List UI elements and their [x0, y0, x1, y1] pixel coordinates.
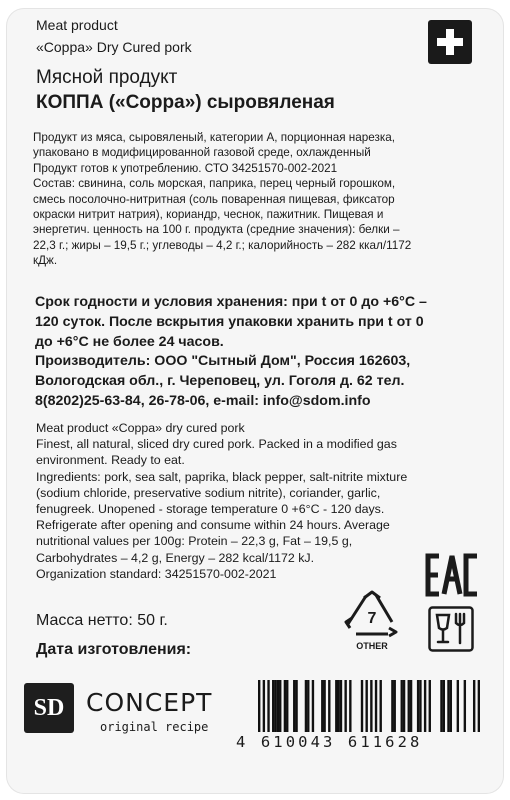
barcode-bar	[410, 680, 412, 732]
barcode-bar	[429, 680, 431, 732]
barcode-bar	[344, 680, 346, 732]
barcode-bar	[450, 680, 452, 732]
ru-description-line: смесь посолочно-нитритная (соль поваренная пищевая, фиксатор	[33, 192, 395, 206]
ru-description-line: Состав: свинина, соль морская, паприка, перец черный горошком,	[33, 177, 396, 191]
producer-line: Производитель: ООО "Сытный Дом", Россия 162603,	[35, 353, 411, 369]
ru-subtitle: КОППА («Coppa») сыровяленая	[36, 92, 335, 113]
en-description-line: nutritional values per 100g: Protein – 22,3 g, Fat – 19,5 g,	[36, 534, 353, 549]
ru-description-line: кДж.	[33, 254, 58, 268]
barcode-bar	[307, 680, 309, 732]
en-title: Meat product	[36, 17, 118, 33]
barcode-bar	[340, 680, 342, 732]
en-description-line: Refrigerate after opening and consume within 24 hours. Average	[36, 518, 390, 533]
storage-line: до +6°С не более 24 часов.	[35, 334, 224, 350]
barcode-bar	[274, 680, 276, 732]
barcode-bar	[263, 680, 265, 732]
ru-title: Мясной продукт	[36, 67, 178, 88]
barcode-bar	[293, 680, 295, 732]
recycle-7-other-icon	[340, 588, 404, 652]
barcode-bar	[403, 680, 405, 732]
barcode-bar	[335, 680, 337, 732]
eac-mark-icon	[424, 552, 480, 598]
en-description-line: (sodium chloride, preservative sodium nitrite), coriander, garlic,	[36, 485, 381, 500]
ru-description	[33, 130, 411, 269]
en-description-line: Carbohydrates – 4,2 g, Energy – 282 kcal/1172 kJ.	[36, 550, 315, 565]
barcode-bar	[321, 680, 323, 732]
brand-tagline: original recipe	[100, 720, 209, 734]
producer-line: Вологодская обл., г. Череповец, ул. Гоголя д. 62 тел.	[35, 373, 405, 389]
barcode-bar	[272, 680, 274, 732]
barcode-bar	[401, 680, 403, 732]
barcode-bar	[286, 680, 288, 732]
barcode	[258, 680, 480, 732]
brand-monogram-logo: SD	[24, 683, 74, 733]
barcode-bar	[457, 680, 459, 732]
storage-line: Срок годности и условия хранения: при t от 0 до +6°С –	[35, 294, 427, 310]
barcode-bar	[365, 680, 367, 732]
en-description-line: environment. Ready to eat.	[36, 453, 185, 468]
production-date-label: Дата изготовления:	[36, 641, 192, 658]
food-safe-glass-fork-icon	[428, 606, 474, 652]
barcode-bar	[323, 680, 325, 732]
barcode-digits: 4 610043 611628	[236, 733, 423, 751]
barcode-bar	[443, 680, 445, 732]
barcode-bar	[361, 680, 363, 732]
barcode-bar	[375, 680, 377, 732]
barcode-bar	[408, 680, 410, 732]
barcode-bar	[394, 680, 396, 732]
producer-info	[35, 351, 410, 411]
barcode-bar	[447, 680, 449, 732]
ru-description-line: Продукт готов к употреблению. СТО 34251570-002-2021	[33, 161, 338, 175]
recycle-label: OTHER	[356, 641, 388, 651]
net-mass: Масса нетто: 50 г.	[36, 612, 168, 629]
white-cross-badge-icon	[428, 20, 472, 64]
barcode-bar	[424, 680, 426, 732]
barcode-bar	[284, 680, 286, 732]
producer-line: 8(8202)25-63-84, 26-78-06, e-mail: info@sdom.info	[35, 393, 371, 409]
barcode-bar	[440, 680, 442, 732]
barcode-bar	[312, 680, 314, 732]
barcode-bar	[417, 680, 419, 732]
barcode-bar	[349, 680, 351, 732]
en-subtitle: «Coppa» Dry Cured pork	[36, 39, 192, 55]
ru-description-line: окраски нитрит натрия), кориандр, чеснок, пажитник. Пищевая и	[33, 208, 384, 222]
en-description	[36, 420, 407, 582]
ru-description-line: упаковано в модифицированной газовой среде, охлажденный	[33, 146, 371, 160]
ru-description-line: Продукт из мяса, сыровяленый, категории А, порционная нарезка,	[33, 131, 395, 144]
en-description-line: Finest, all natural, sliced dry cured pork. Packed in a modified gas	[36, 437, 397, 452]
storage-conditions	[35, 292, 427, 352]
barcode-bar	[478, 680, 480, 732]
recycle-number: 7	[367, 610, 377, 627]
brand-name: CONCEPT	[86, 688, 213, 717]
barcode-bar	[295, 680, 297, 732]
en-description-line: Ingredients: pork, sea salt, paprika, black pepper, salt-nitrite mixture	[36, 469, 408, 484]
barcode-bar	[258, 680, 260, 732]
barcode-bar	[279, 680, 281, 732]
barcode-bar	[328, 680, 330, 732]
barcode-bar	[370, 680, 372, 732]
barcode-bar	[267, 680, 269, 732]
barcode-bar	[473, 680, 475, 732]
en-description-line: Organization standard: 34251570-002-2021	[36, 566, 277, 581]
barcode-bar	[464, 680, 466, 732]
barcode-bar	[380, 680, 382, 732]
barcode-bar	[419, 680, 421, 732]
ru-description-line: 22,3 г.; жиры – 19,5 г.; углеводы – 4,2 г.; калорийность – 282 ккал/1172	[33, 238, 412, 252]
barcode-bar	[337, 680, 339, 732]
barcode-bar	[305, 680, 307, 732]
barcode-bar	[277, 680, 279, 732]
barcode-bar	[391, 680, 393, 732]
ru-description-line: энергетич. ценность на 100 г. продукта (средние значения): белки –	[33, 223, 400, 237]
storage-line: 120 суток. После вскрытия упаковки хранить при t от 0	[35, 314, 424, 330]
en-description-line: Meat product «Coppa» dry cured pork	[36, 421, 245, 435]
en-description-line: fenugreek. Unopened - storage temperature 0 +6°C - 120 days.	[36, 502, 385, 517]
